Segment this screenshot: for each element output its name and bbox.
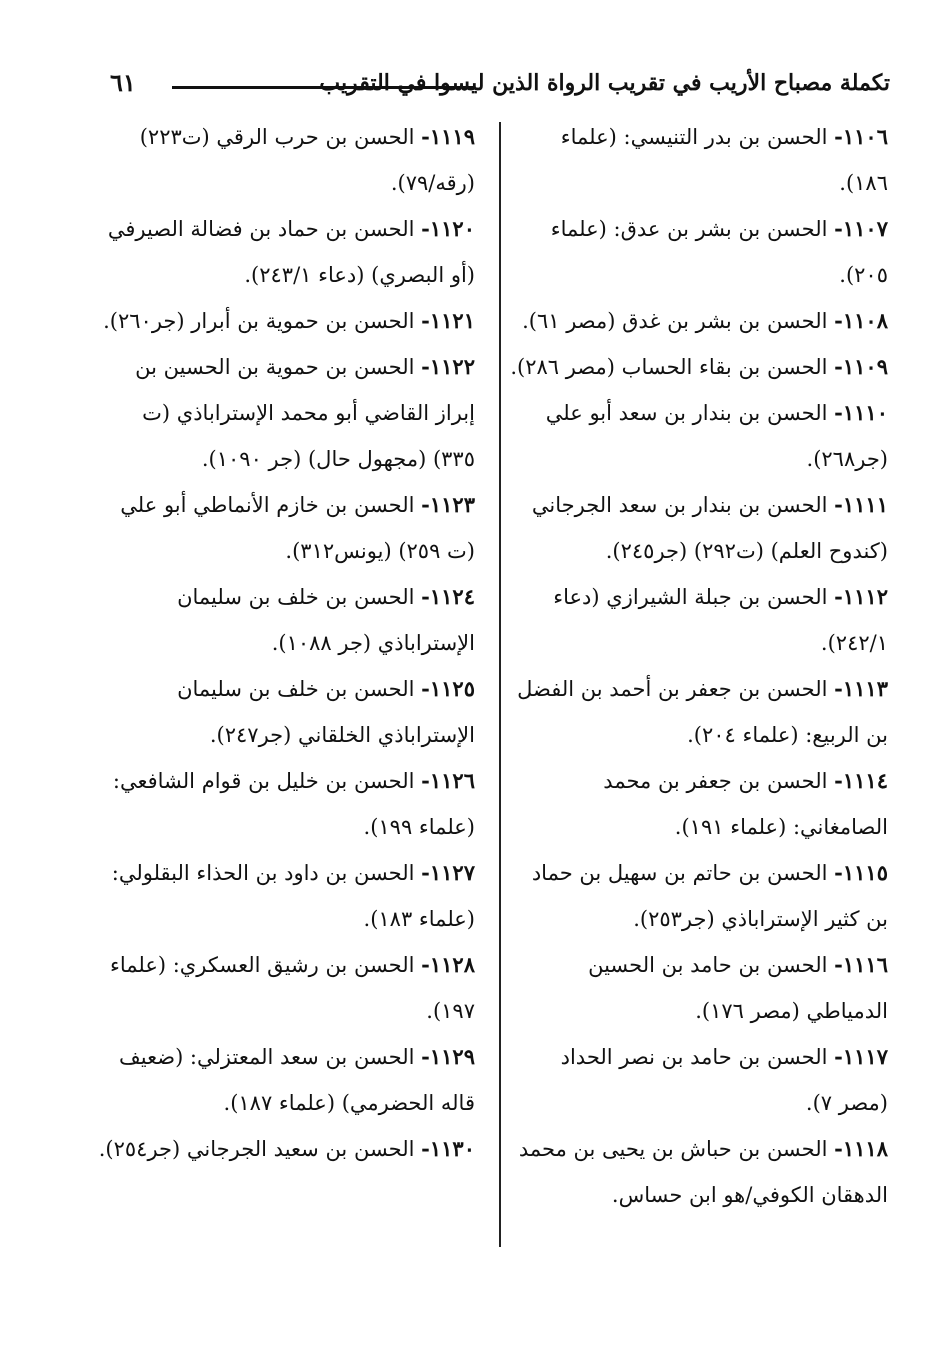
entry-number: ١١٢٩- xyxy=(421,1044,475,1069)
entry-number: ١١٢٨- xyxy=(421,952,475,977)
entry-number: ١١٢٦- xyxy=(421,768,475,793)
entry xyxy=(508,850,888,942)
entry-number: ١١٢٥- xyxy=(421,676,475,701)
entry-number: ١١١٦- xyxy=(834,952,888,977)
entry xyxy=(95,666,475,758)
entry-text: الحسن بن حامد بن نصر الحداد (مصر ٧). xyxy=(560,1045,888,1115)
entry-number: ١١٢٤- xyxy=(421,584,475,609)
entry xyxy=(508,344,888,390)
entry xyxy=(95,1034,475,1126)
entry-text: الحسن بن خليل بن قوام الشافعي: (علماء ١٩٩). xyxy=(112,769,475,839)
entry xyxy=(508,206,888,298)
entry-number: ١١٢٠- xyxy=(421,216,475,241)
entry-number: ١١٠٦- xyxy=(834,124,888,149)
entry-text: الحسن بن جعفر بن أحمد بن الفضل بن الربيع: (علماء ٢٠٤). xyxy=(517,677,888,747)
entry-text: الحسن بن سعيد الجرجاني (جر٢٥٤). xyxy=(98,1137,415,1161)
running-title: تكملة مصباح الأريب في تقريب الرواة الذين ليسوا في التقريب xyxy=(319,70,890,96)
entry xyxy=(95,942,475,1034)
entry-text: الحسن بن بشر بن غدق (مصر ٦١). xyxy=(522,309,828,333)
entry xyxy=(508,1126,888,1218)
entry-text: الحسن بن بشر بن عدق: (علماء ٢٠٥). xyxy=(550,217,888,287)
entry-text: الحسن بن حاتم بن سهيل بن حماد بن كثير الإستراباذي (جر٢٥٣). xyxy=(531,861,888,931)
column-divider xyxy=(499,122,501,1247)
entry-text: الحسن بن حرب الرقي (ت٢٢٣) (رقه/٧٩). xyxy=(139,125,475,195)
right-column xyxy=(508,114,888,1218)
entry-number: ١١١٠- xyxy=(834,400,888,425)
entry-text: الحسن بن خلف بن سليمان الإستراباذي الخلقاني (جر٢٤٧). xyxy=(177,677,475,747)
entry xyxy=(508,1034,888,1126)
entry-text: الحسن بن حموية بن أبرار (جر٢٦٠). xyxy=(103,309,415,333)
entry-text: الحسن بن جعفر بن محمد الصامغاني: (علماء ١٩١). xyxy=(603,769,888,839)
entry-number: ١١١٧- xyxy=(834,1044,888,1069)
entry-text: الحسن بن بندار بن سعد أبو علي (جر٢٦٨). xyxy=(545,401,888,471)
entry xyxy=(95,114,475,206)
header-rule xyxy=(172,86,474,89)
entry-number: ١١٠٩- xyxy=(834,354,888,379)
entry-number: ١١٠٨- xyxy=(834,308,888,333)
entry-number: ١١٢١- xyxy=(421,308,475,333)
entry-text: الحسن بن حموية بن الحسين بن إبراز القاضي أبو محمد الإستراباذي (ت ٣٣٥) (مجهول حال) (جر ١٠٩٠). xyxy=(135,355,475,471)
entry-text: الحسن بن حماد بن فضالة الصيرفي (أو البصري) (دعاء ٢٤٣/١). xyxy=(107,217,475,287)
entry-text: الحسن بن خلف بن سليمان الإستراباذي (جر ١٠٨٨). xyxy=(177,585,475,655)
entry xyxy=(95,206,475,298)
entry-number: ١١١٣- xyxy=(834,676,888,701)
entry xyxy=(95,758,475,850)
entry-number: ١١٣٠- xyxy=(421,1136,475,1161)
entry-text: الحسن بن جبلة الشيرازي (دعاء ٢٤٢/١). xyxy=(553,585,888,655)
entry-text: الحسن بن خازم الأنماطي أبو علي (ت ٢٥٩) (يونس٣١٢). xyxy=(120,493,475,563)
entry xyxy=(95,344,475,482)
entry-number: ١١١١- xyxy=(834,492,888,517)
entry xyxy=(508,390,888,482)
entry-text: الحسن بن حامد بن الحسين الدمياطي (مصر ١٧٦). xyxy=(588,953,888,1023)
entry-text: الحسن بن بدر التنيسي: (علماء ١٨٦). xyxy=(560,125,888,195)
entry-number: ١١٢٣- xyxy=(421,492,475,517)
page-header xyxy=(110,68,890,108)
entry xyxy=(95,574,475,666)
entry xyxy=(95,850,475,942)
entry-number: ١١١٥- xyxy=(834,860,888,885)
entry xyxy=(95,482,475,574)
entry xyxy=(508,574,888,666)
entry-number: ١١١٩- xyxy=(421,124,475,149)
entry-text: الحسن بن حباش بن يحيى بن محمد الدهقان الكوفي/هو ابن حساس. xyxy=(518,1137,888,1207)
entry-text: الحسن بن رشيق العسكري: (علماء ١٩٧). xyxy=(109,953,475,1023)
entry-number: ١١١٨- xyxy=(834,1136,888,1161)
left-column xyxy=(95,114,475,1172)
entry xyxy=(508,758,888,850)
entry xyxy=(508,114,888,206)
entry xyxy=(508,482,888,574)
entry-number: ١١٢٢- xyxy=(421,354,475,379)
entry-number: ١١١٢- xyxy=(834,584,888,609)
entry-text: الحسن بن داود بن الحذاء البقلولي: (علماء ١٨٣). xyxy=(111,861,475,931)
entry-text: الحسن بن بندار بن سعد الجرجاني (كندوح العلم) (ت٢٩٢) (جر٢٤٥). xyxy=(531,493,888,563)
entry-number: ١١٢٧- xyxy=(421,860,475,885)
entry-number: ١١٠٧- xyxy=(834,216,888,241)
entry xyxy=(508,942,888,1034)
entry-text: الحسن بن بقاء الحساب (مصر ٢٨٦). xyxy=(510,355,828,379)
entry xyxy=(95,298,475,344)
entry xyxy=(508,666,888,758)
entry-number: ١١١٤- xyxy=(834,768,888,793)
entry xyxy=(95,1126,475,1172)
page-number: ٦١ xyxy=(110,68,136,97)
entry-text: الحسن بن سعد المعتزلي: (ضعيف قاله الحضرمي) (علماء ١٨٧). xyxy=(119,1045,475,1115)
entry xyxy=(508,298,888,344)
